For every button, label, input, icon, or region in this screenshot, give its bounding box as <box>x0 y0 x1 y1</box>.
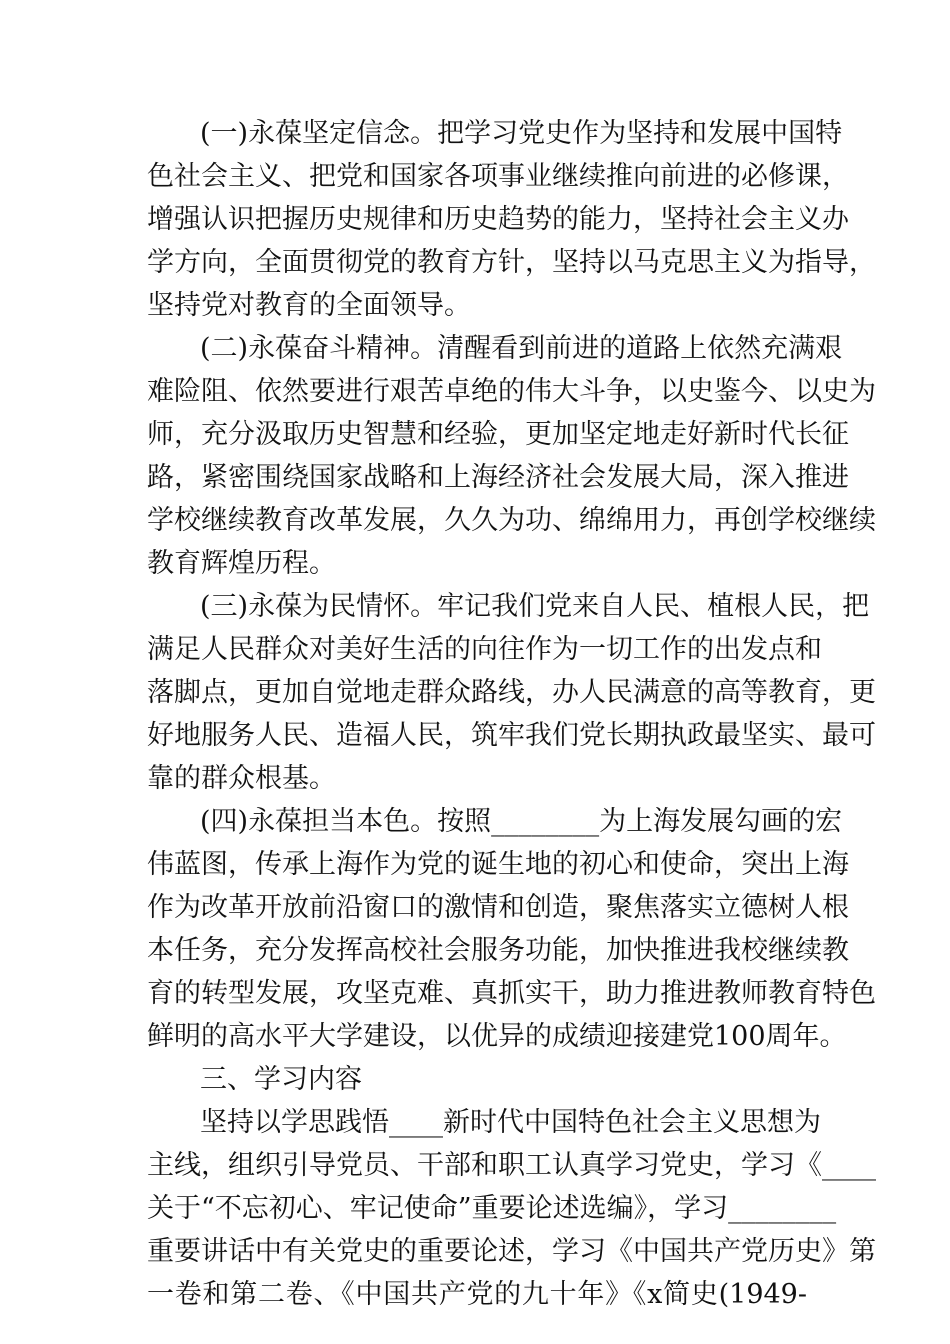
paragraph-4-line: 作为改革开放前沿窗口的激情和创造，聚焦落实立德树人根 <box>147 892 849 923</box>
paragraph-2-line: 难险阻、依然要进行艰苦卓绝的伟大斗争，以史鉴今、以史为 <box>147 376 876 407</box>
paragraph-5-line: 一卷和第二卷、《中国共产党的九十年》《x简史(1949- <box>147 1279 807 1310</box>
paragraph-4-line: 伟蓝图，传承上海作为党的诞生地的初心和使命，突出上海 <box>147 849 849 880</box>
paragraph-2-line: 学校继续教育改革发展，久久为功、绵绵用力，再创学校继续 <box>147 505 876 536</box>
paragraph-1-line: (一)永葆坚定信念。把学习党史作为坚持和发展中国特 <box>200 118 843 149</box>
paragraph-5-line: 重要讲话中有关党史的重要论述，学习《中国共产党历史》第 <box>147 1236 876 1267</box>
section-heading: 三、学习内容 <box>200 1064 362 1095</box>
paragraph-4-line: (四)永葆担当本色。按照________为上海发展勾画的宏 <box>200 806 843 837</box>
paragraph-4-line: 本任务，充分发挥高校社会服务功能，加快推进我校继续教 <box>147 935 849 966</box>
paragraph-5-line: 坚持以学思践悟____新时代中国特色社会主义思想为 <box>200 1107 821 1138</box>
paragraph-1-line: 学方向，全面贯彻党的教育方针，坚持以马克思主义为指导， <box>147 247 876 278</box>
paragraph-3-line: 靠的群众根基。 <box>147 763 336 794</box>
paragraph-3-line: 好地服务人民、造福人民，筑牢我们党长期执政最坚实、最可 <box>147 720 876 751</box>
paragraph-3-line: 落脚点，更加自觉地走群众路线，办人民满意的高等教育，更 <box>147 677 876 708</box>
paragraph-1-line: 坚持党对教育的全面领导。 <box>147 290 471 321</box>
paragraph-5-line: 关于“不忘初心、牢记使命”重要论述选编》，学习________ <box>147 1193 837 1224</box>
paragraph-4-line: 鲜明的高水平大学建设，以优异的成绩迎接建党100周年。 <box>147 1021 847 1052</box>
paragraph-3-line: (三)永葆为民情怀。牢记我们党来自人民、植根人民，把 <box>200 591 870 622</box>
paragraph-5-line: 主线，组织引导党员、干部和职工认真学习党史，学习《____ <box>147 1150 876 1181</box>
paragraph-2-line: 路，紧密围绕国家战略和上海经济社会发展大局，深入推进 <box>147 462 849 493</box>
paragraph-1-line: 色社会主义、把党和国家各项事业继续推向前进的必修课， <box>147 161 849 192</box>
paragraph-2-line: 教育辉煌历程。 <box>147 548 336 579</box>
paragraph-2-line: 师，充分汲取历史智慧和经验，更加坚定地走好新时代长征 <box>147 419 849 450</box>
paragraph-4-line: 育的转型发展，攻坚克难、真抓实干，助力推进教师教育特色 <box>147 978 876 1009</box>
paragraph-1-line: 增强认识把握历史规律和历史趋势的能力，坚持社会主义办 <box>147 204 849 235</box>
paragraph-3-line: 满足人民群众对美好生活的向往作为一切工作的出发点和 <box>147 634 822 665</box>
paragraph-2-line: (二)永葆奋斗精神。清醒看到前进的道路上依然充满艰 <box>200 333 843 364</box>
